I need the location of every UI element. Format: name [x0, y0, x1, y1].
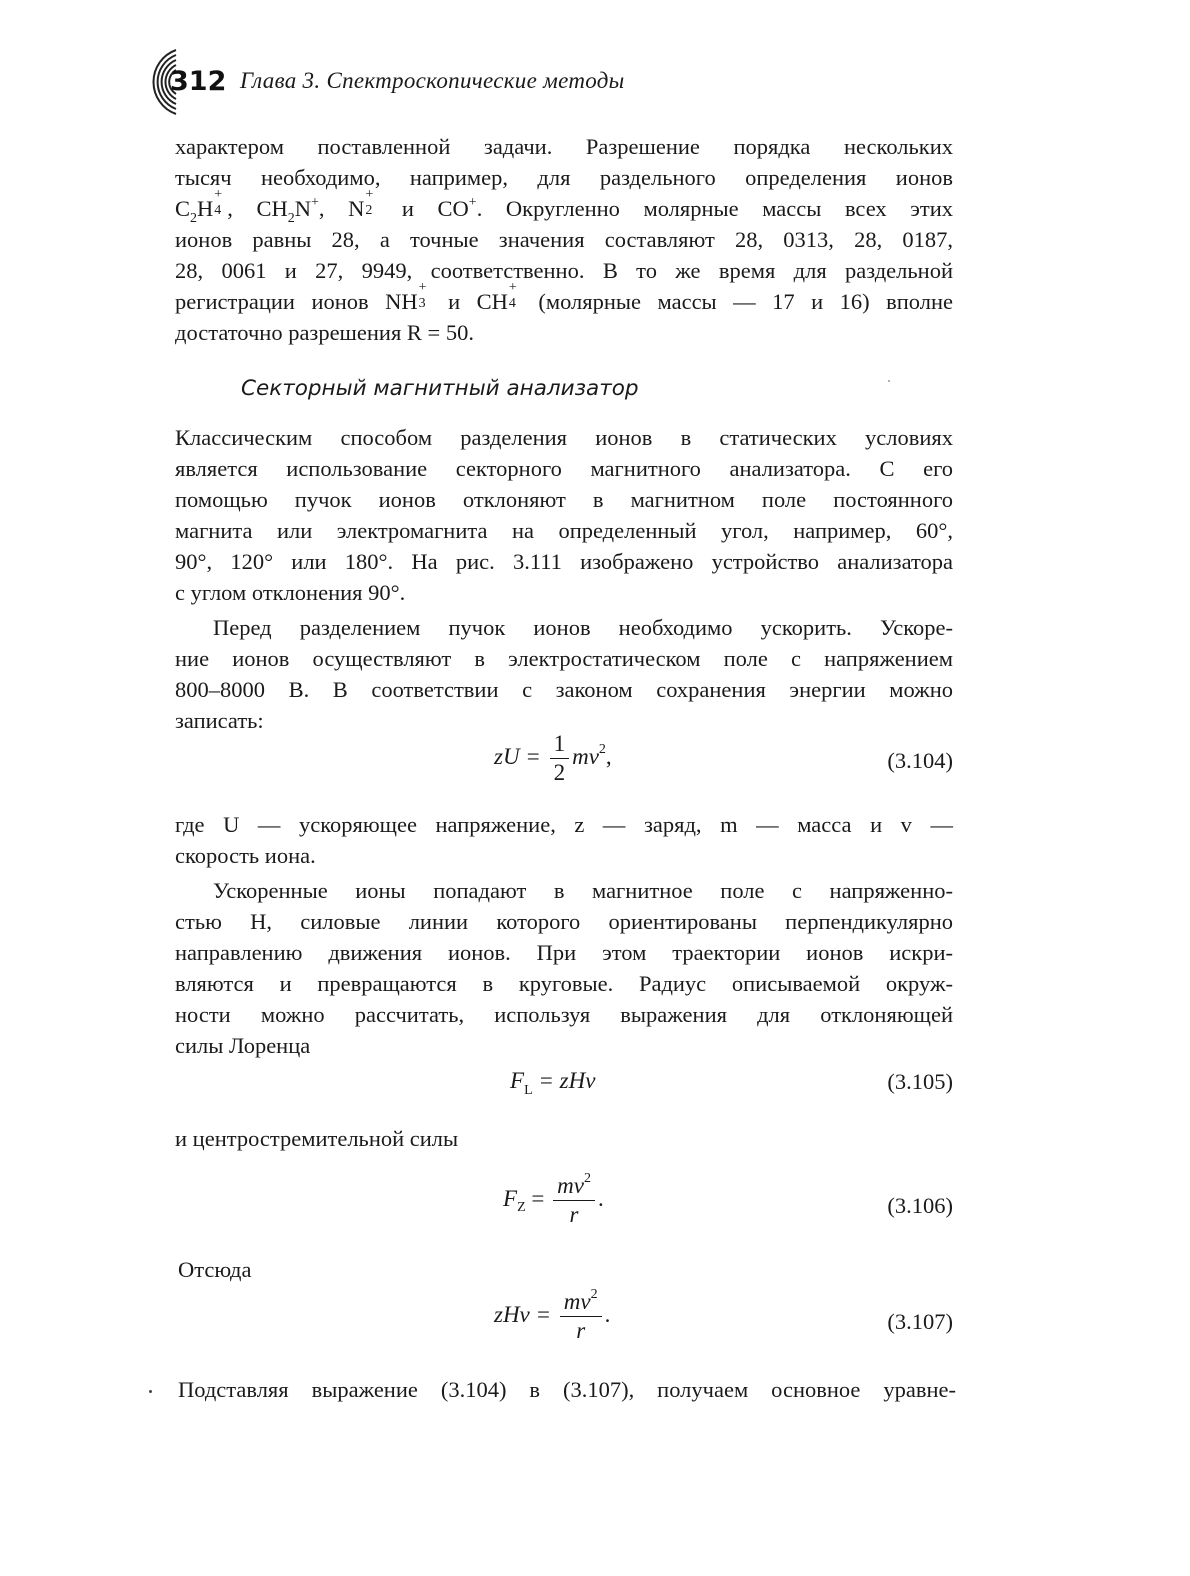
text-line: достаточно разрешения R = 50.: [175, 320, 474, 345]
equation-number: (3.105): [887, 1069, 953, 1094]
page-number: 312: [170, 66, 227, 97]
subscript: L: [524, 1082, 533, 1098]
fraction-numerator: [560, 1288, 602, 1316]
fraction-numerator: [553, 1172, 595, 1200]
text-line: с углом отклонения 90°.: [175, 580, 406, 605]
text-line: силы Лоренца: [175, 1033, 311, 1058]
text-line: направлению движения ионов. При этом траектории ионов искри-: [175, 940, 953, 965]
fraction: [553, 1172, 595, 1229]
text-fragment: (молярные массы — 17 и 16) вполне: [538, 289, 953, 314]
text-line: ионов равны 28, а точные значения составляют 28, 0313, 28, 0187,: [175, 227, 953, 252]
fraction: [560, 1288, 602, 1345]
fraction-denominator: [553, 1200, 595, 1229]
text-line: где U — ускоряющее напряжение, z — заряд, m — масса и v —: [175, 812, 953, 837]
equation-lhs: zU =: [494, 743, 541, 769]
numerator-text: mv: [557, 1173, 584, 1198]
subscript: Z: [517, 1200, 526, 1216]
text-line: 800–8000 В. В соответствии с законом сохранения энергии можно: [175, 677, 953, 702]
text-line: стью H, силовые линии которого ориентированы перпендикулярно: [175, 909, 953, 934]
equation-rhs: mv: [572, 743, 599, 769]
text-fragment: и CH: [448, 289, 508, 314]
denominator-text: r: [576, 1318, 586, 1343]
text-line: скорость иона.: [175, 843, 316, 868]
text-line: записать:: [175, 708, 264, 733]
equation-number: (3.106): [887, 1193, 953, 1218]
text-line: ности можно рассчитать, используя выражения для отклоняющей: [175, 1002, 953, 1027]
fraction: [550, 730, 570, 787]
scan-speck: [888, 380, 890, 382]
text-line: 28, 0061 и 27, 9949, соответственно. В то же время для раздельной: [175, 258, 953, 283]
fraction-denominator: 2: [550, 758, 570, 787]
fraction-numerator: 1: [553, 731, 566, 756]
text-line: магнита или электромагнита на определенный угол, например, 60°,: [175, 518, 953, 543]
formula-c2h4-c: C: [175, 196, 191, 221]
exponent: 2: [590, 1287, 598, 1303]
equation-rhs: = zHv: [538, 1068, 596, 1093]
equation-3-105: [510, 1068, 596, 1098]
text-line: Классическим способом разделения ионов в статических условиях: [175, 425, 953, 450]
text-line: Подставляя выражение (3.104) в (3.107), получаем основное уравне-: [178, 1377, 956, 1402]
text-line: тысяч необходимо, например, для раздельного определения ионов: [175, 165, 953, 190]
numerator-text: mv: [563, 1289, 591, 1314]
text-line: помощью пучок ионов отклоняют в магнитном поле постоянного: [175, 487, 953, 512]
equation-3-106: [503, 1172, 604, 1229]
text-line: является использование секторного магнитного анализатора. С его: [175, 456, 953, 481]
text-line: и центростремительной силы: [175, 1126, 459, 1151]
text-line: Отсюда: [178, 1257, 252, 1282]
equation-lhs: zHv =: [494, 1301, 552, 1327]
equation-3-107: [494, 1288, 610, 1345]
section-heading: Секторный магнитный анализатор: [241, 376, 639, 401]
equation-lhs: F: [510, 1068, 525, 1093]
text-line: ние ионов осуществляют в электростатическом поле с напряжением: [175, 646, 953, 671]
equation-3-104: [494, 730, 612, 787]
denominator-text: r: [569, 1202, 579, 1227]
text-line: вляются и превращаются в круговые. Радиус описываемой окруж-: [175, 971, 953, 996]
text-line: 90°, 120° или 180°. На рис. 3.111 изображено устройство анализатора: [175, 549, 953, 574]
running-header: [146, 44, 906, 124]
text-line: характером поставленной задачи. Разрешение порядка нескольких: [175, 134, 953, 159]
exponent: 2: [583, 1171, 591, 1187]
fraction-denominator: [560, 1316, 602, 1345]
punctuation: ,: [605, 743, 612, 769]
punctuation: .: [597, 1185, 604, 1211]
text-fragment: Округленно молярные массы всех этих: [505, 196, 953, 221]
text-line: Ускоренные ионы попадают в магнитное поле с напряженно-: [213, 878, 953, 903]
running-title: Глава 3. Спектроскопические методы: [240, 68, 625, 93]
equation-number: (3.107): [887, 1309, 953, 1334]
equation-lhs: F: [503, 1185, 518, 1211]
text-line: Перед разделением пучок ионов необходимо ускорить. Ускоре-: [213, 615, 953, 640]
text-fragment: регистрации ионов NH: [175, 289, 418, 314]
equation-number: (3.104): [887, 748, 953, 773]
text-line-ions: $C_2H$ + 4 , $CH_2N^+$, N + 2 и CO+. Округленно молярные массы всех этих: [175, 187, 953, 226]
exponent: 2: [598, 742, 606, 758]
equals-sign: =: [531, 1185, 545, 1211]
text-line-nh3: регистрации ионов NH + 3 и CH + 4 (молярные массы — 17 и 16) вполне: [175, 280, 953, 314]
scan-mark: [149, 1390, 152, 1393]
punctuation: .: [604, 1301, 611, 1327]
